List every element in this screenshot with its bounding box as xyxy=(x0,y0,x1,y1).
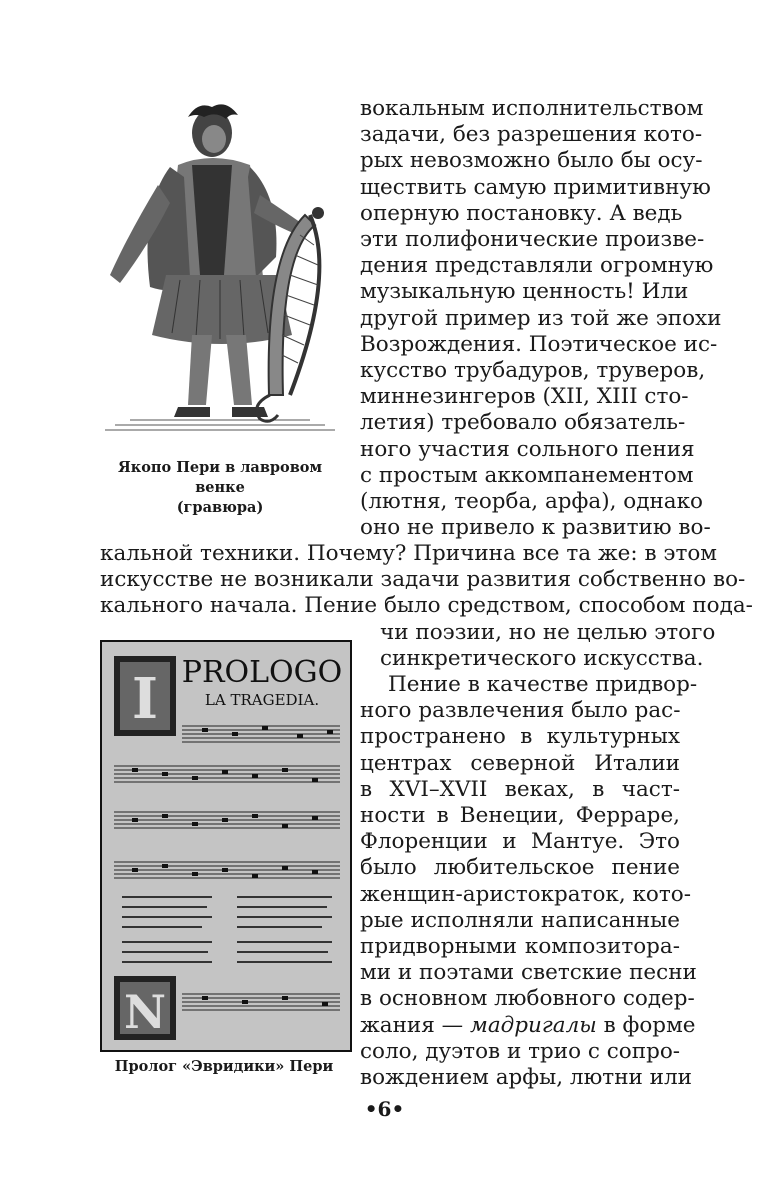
text-line: задачи, без разрешения кото- xyxy=(360,122,703,148)
text-line: рые исполняли написанные xyxy=(360,907,680,933)
text-line: (лютня, теорба, арфа), однако xyxy=(360,489,703,514)
caption-line: (гравюра) xyxy=(176,499,264,516)
text-line: пространено в культурных xyxy=(360,724,680,750)
text-line: оно не привело к развитию во- xyxy=(360,515,711,541)
text-line: синкретического искусства. xyxy=(380,646,704,671)
text-line: соло, дуэтов и трио с сопро- xyxy=(360,1038,681,1064)
figure-caption-prologue: Пролог «Эвридики» Пери xyxy=(114,1058,334,1075)
italic-term: мадригалы xyxy=(470,1012,597,1038)
text-line: ми и поэтами светские песни xyxy=(360,960,697,986)
text-line: музыкальную ценность! Или xyxy=(360,279,689,305)
text-line: вождением арфы, лютни или xyxy=(360,1065,693,1090)
figure-caption-peri xyxy=(95,458,345,518)
text-line: ности в Венеции, Ферраре, xyxy=(360,803,680,828)
text-line: эти полифонические произве- xyxy=(360,227,705,252)
text-line: чи поэзии, но не целью этого xyxy=(380,620,716,645)
text-line: женщин-аристократок, кото- xyxy=(360,881,691,907)
text-line: Флоренции и Мантуе. Это xyxy=(360,829,680,855)
text-line: рых невозможно было бы осу- xyxy=(360,148,703,174)
peri-engraving xyxy=(100,95,340,440)
text-line: кальной техники. Почему? Причина все та же: в этом xyxy=(100,541,718,566)
text-line: вокальным исполнительством xyxy=(360,96,704,121)
text-line: придворными композитора- xyxy=(360,934,680,959)
text-line: Возрождения. Поэтическое ис- xyxy=(360,331,718,357)
text-line: оперную постановку. А ведь xyxy=(360,200,683,226)
text-line: искусстве не возникали задачи развития собственно во- xyxy=(100,567,746,593)
text-segment: в форме xyxy=(596,1012,696,1038)
text-line: в основном любовного содер- xyxy=(360,986,695,1012)
text-line: Пение в качестве придвор- xyxy=(388,672,698,697)
text-line: центрах северной Италии xyxy=(360,750,680,776)
caption-line: Якопо Пери в лавровом венке xyxy=(117,459,323,496)
text-line: другой пример из той же эпохи xyxy=(360,305,722,331)
prologue-score-image xyxy=(100,640,352,1052)
text-line: ного развлечения было рас- xyxy=(360,698,681,724)
score-title: PROLOGO xyxy=(181,655,343,690)
score-subtitle: LA TRAGEDIA. xyxy=(204,691,320,709)
text-line: миннезингеров (XII, XIII сто- xyxy=(360,384,689,410)
text-line: в XVI–XVII веках, в част- xyxy=(360,776,680,802)
text-line: с простым аккомпанементом xyxy=(360,462,694,488)
text-segment: жания — xyxy=(360,1012,470,1038)
text-line: было любительское пение xyxy=(360,855,680,881)
text-line: кального начала. Пение было средством, способом пода- xyxy=(100,593,753,619)
score-initial-2: N xyxy=(123,985,167,1039)
score-initial: I xyxy=(131,666,159,732)
text-line: кусство трубадуров, труверов, xyxy=(360,358,706,383)
page-number: •6• xyxy=(364,1097,405,1121)
text-line-madrigals xyxy=(360,1012,696,1039)
text-line: летия) требовало обязатель- xyxy=(360,410,686,436)
text-line: ного участия сольного пения xyxy=(360,436,695,462)
text-line: дения представляли огромную xyxy=(360,253,714,279)
text-line: ществить самую примитивную xyxy=(360,174,711,200)
